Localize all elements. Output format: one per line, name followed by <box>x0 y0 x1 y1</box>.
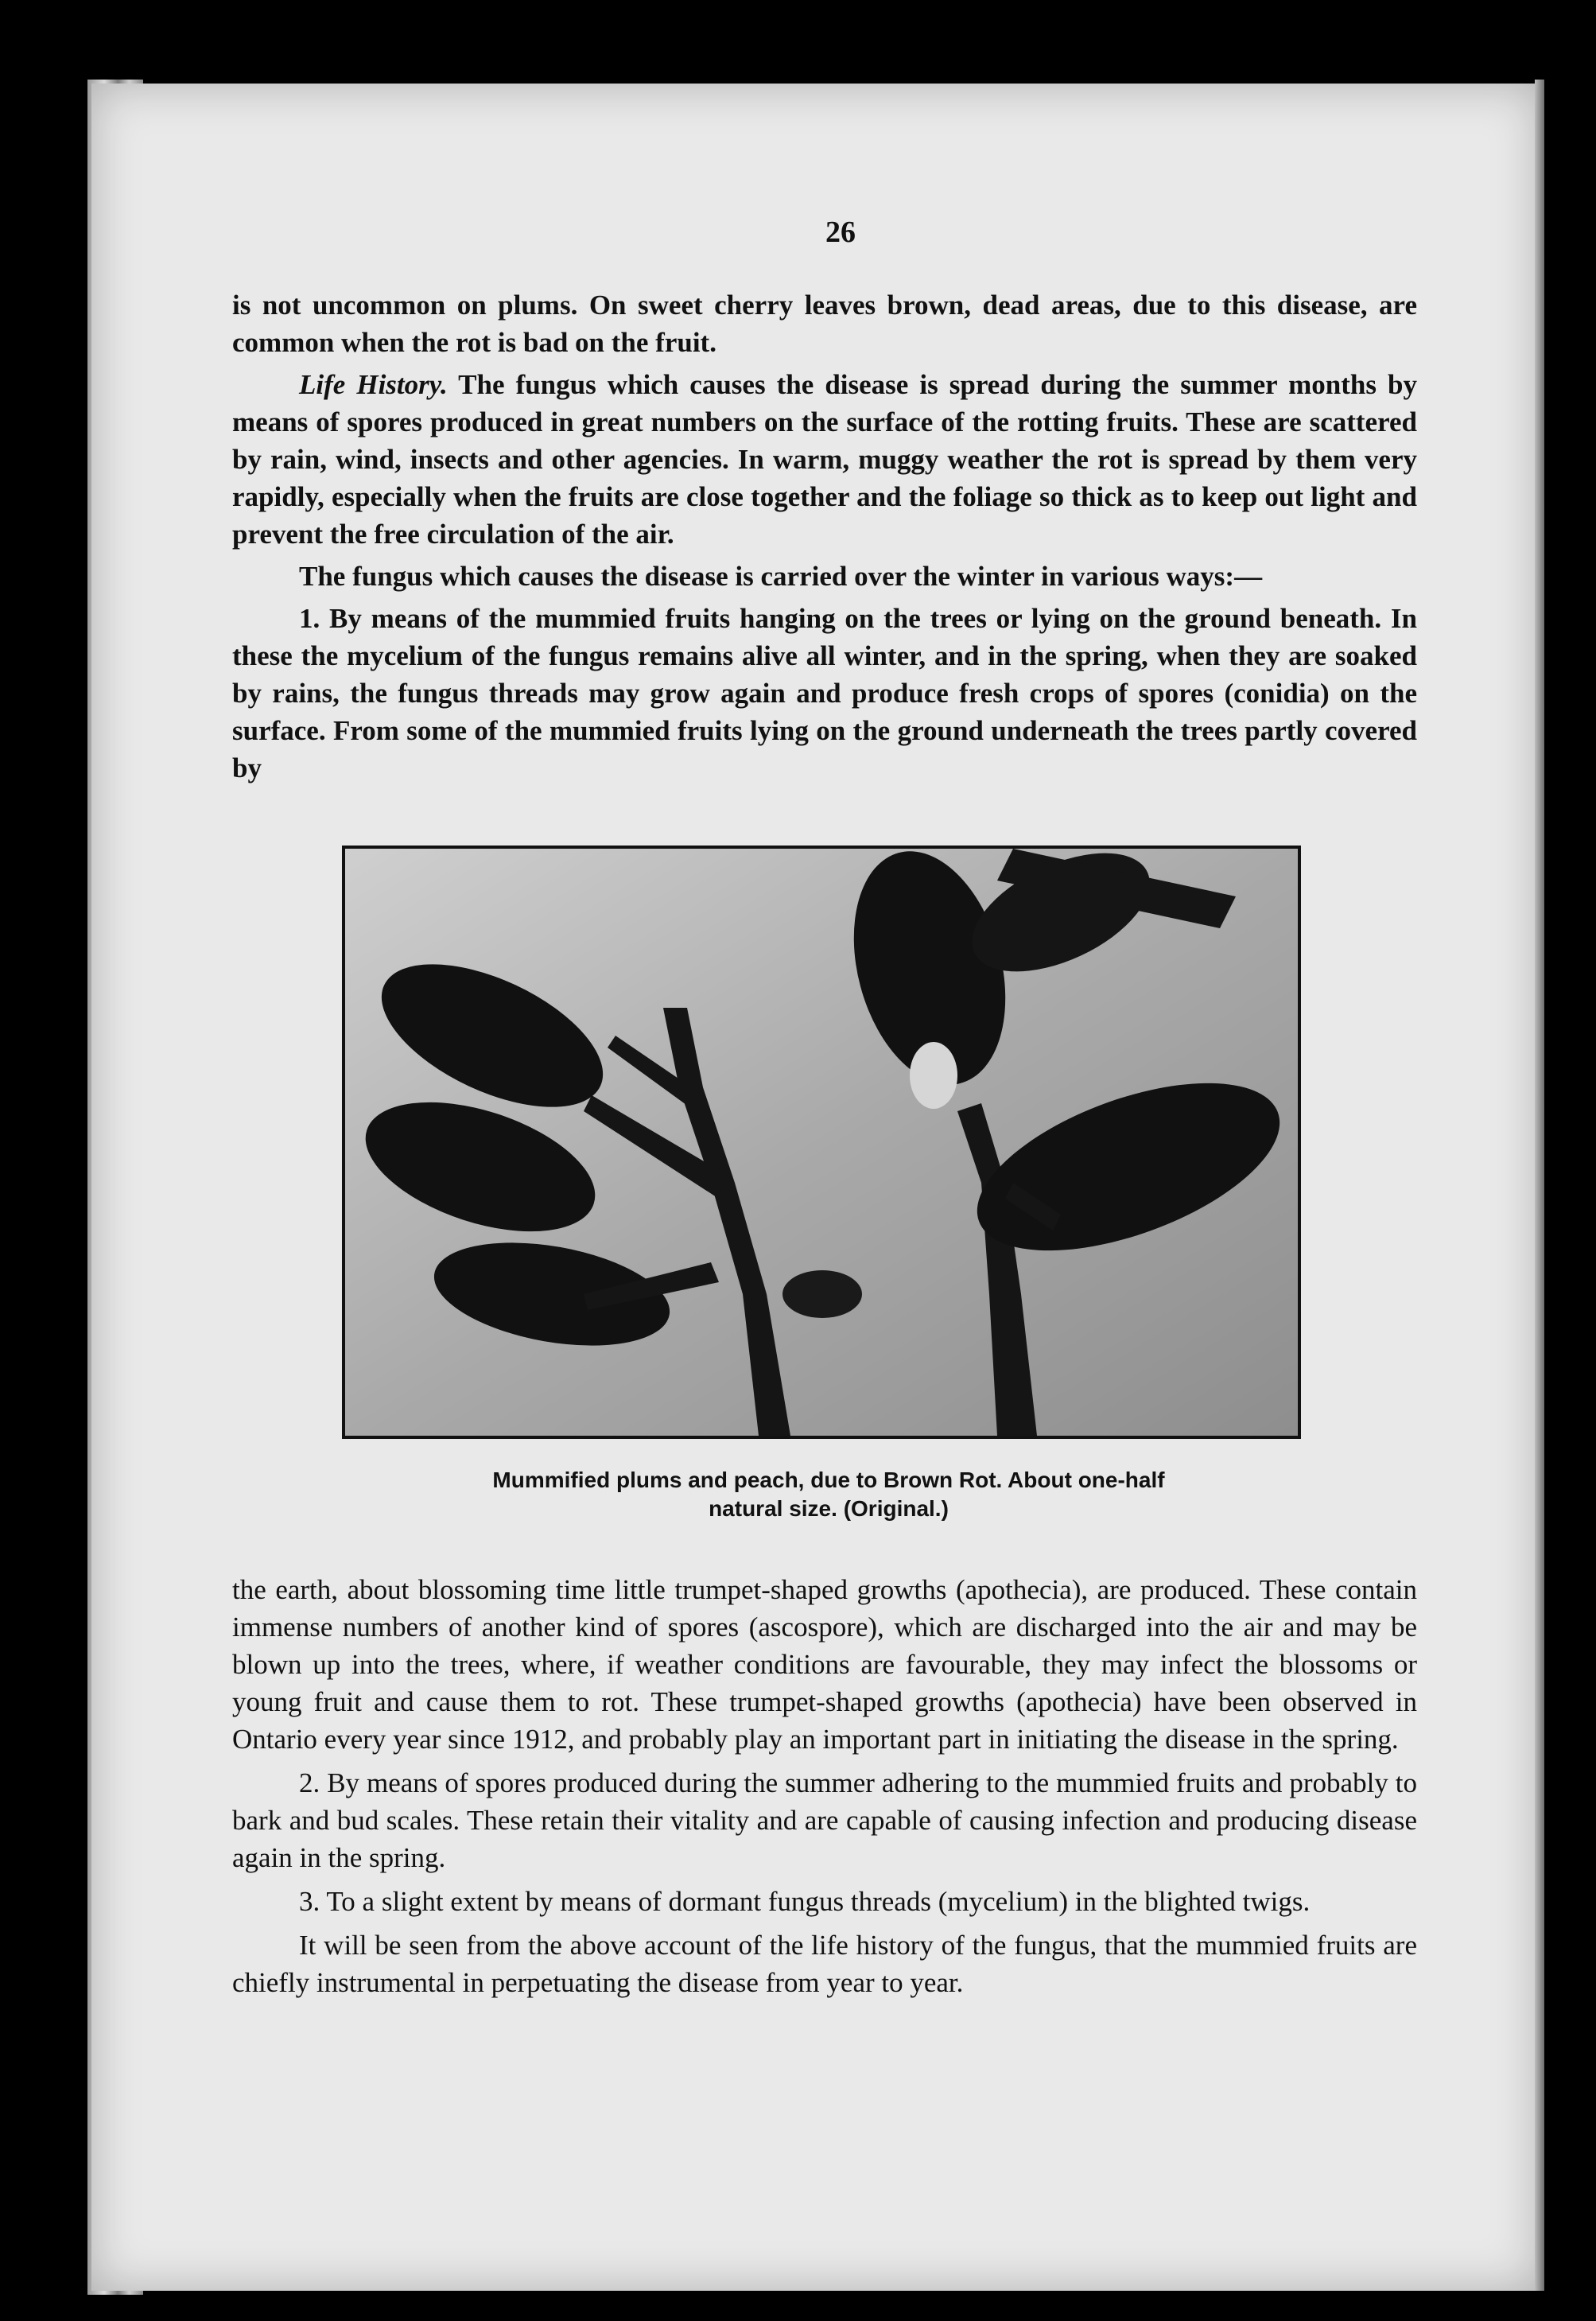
figure-photo-mummified-fruits <box>342 846 1301 1439</box>
figure-caption <box>304 1466 1353 1523</box>
paragraph-item-1: 1. By means of the mummied fruits hanging on the trees or lying on the ground beneath. In these the mycelium of the fungus remains alive all winter, and in the spring, when they are soaked by rains, the fungus threads may grow again and produce fresh crops of spores (conidia) on the surface. From some of the mummied fruits lying on the ground underneath the trees partly covered by <box>232 603 1417 783</box>
text-after-figure <box>232 1571 1417 2001</box>
paragraph-apothecia: the earth, about blossoming time little trumpet-shaped growths (apothecia), are produced. These contain immense numbers of another kind of spores (ascospore), which are discharged into the air and may be blown up into the trees, where, if weather conditions are favourable, they may infect the blossoms or young fruit and cause them to rot. These trumpet-shaped growths (apothecia) have been observed in Ontario every year since 1912, and probably play an important part in initiating the disease in the spring. <box>232 1574 1417 1755</box>
page-content <box>232 215 1417 2001</box>
paragraph-winter: The fungus which causes the disease is carried over the winter in various ways:— <box>299 561 1263 592</box>
life-history-text: The fungus which causes the disease is spread during the summer months by means of spores produced in great numbers on the surface of the rotting fruits. These are scattered by rain, wind, insects and other agencies. In warm, muggy weather the rot is spread by them very rapidly, especially when the fruits are close together and the foliage so thick as to keep out light and prevent the free circulation of the air. <box>232 369 1417 550</box>
figure-caption-line-2: natural size. (Original.) <box>709 1496 949 1521</box>
paragraph-item-2: 2. By means of spores produced during the summer adhering to the mummied fruits and probably to bark and bud scales. These retain their vitality and are capable of causing infection and producing disease again in the spring. <box>232 1767 1417 1873</box>
paragraph-life-history <box>232 366 1417 553</box>
paragraph-continued: is not uncommon on plums. On sweet cherry leaves brown, dead areas, due to this disease, are common when the rot is bad on the fruit. <box>232 290 1417 358</box>
page-edge <box>1535 80 1544 2291</box>
paragraph-conclusion: It will be seen from the above account of the life history of the fungus, that the mummied fruits are chiefly instrumental in perpetuating the disease from year to year. <box>232 1930 1417 1998</box>
paragraph-item-3: 3. To a slight extent by means of dormant fungus threads (mycelium) in the blighted twigs. <box>299 1886 1311 1917</box>
page-number: 26 <box>825 216 856 249</box>
life-history-heading: Life History. <box>299 369 448 400</box>
figure-caption-line-1: Mummified plums and peach, due to Brown Rot. About one-half <box>492 1468 1165 1492</box>
photo-illustration <box>345 849 1298 1436</box>
